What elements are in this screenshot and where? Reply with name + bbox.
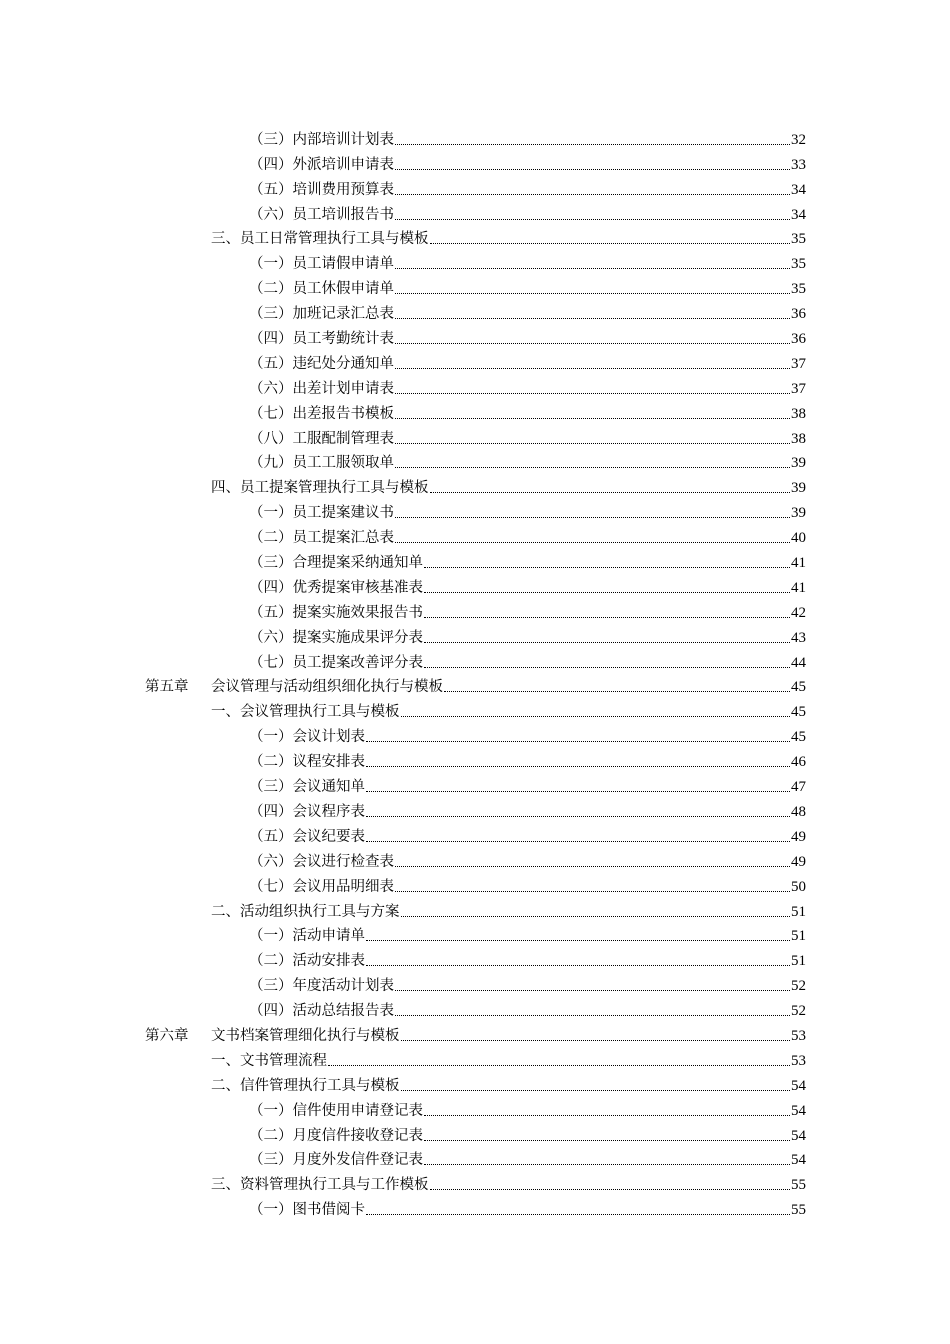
toc-page-number: 52 (791, 1003, 806, 1020)
toc-entry-title: （四）员工考勤统计表 (249, 331, 394, 348)
toc-entry-row (249, 405, 950, 423)
toc-dot-leader (366, 766, 790, 767)
toc-page-number: 35 (791, 256, 806, 273)
toc-entry-row (249, 1201, 950, 1219)
toc-entry-row (211, 903, 950, 921)
toc-page-number: 47 (791, 779, 806, 796)
toc-dot-leader (444, 691, 790, 692)
toc-entry-title: （七）会议用品明细表 (249, 878, 394, 895)
toc-entry-row (249, 728, 950, 746)
toc-entry-row (249, 430, 950, 448)
toc-subsection-entry[interactable] (0, 124, 950, 149)
toc-entry-row (249, 977, 950, 995)
toc-entry-title: （六）会议进行检查表 (249, 853, 394, 870)
toc-dot-leader (366, 940, 790, 941)
toc-page-number: 45 (791, 704, 806, 721)
toc-subsection-entry[interactable] (0, 1145, 950, 1170)
toc-page-number: 33 (791, 156, 806, 173)
toc-chapter-entry[interactable] (0, 1020, 950, 1045)
toc-entry-title: （一）员工请假申请单 (249, 256, 394, 273)
toc-dot-leader (395, 268, 790, 269)
toc-entry-title: （三）年度活动计划表 (249, 978, 394, 995)
toc-entry-row (249, 1002, 950, 1020)
toc-chapter-label: 第六章 (145, 1027, 189, 1044)
toc-section-entry[interactable] (0, 1169, 950, 1194)
toc-subsection-entry[interactable] (0, 1095, 950, 1120)
toc-dot-leader (424, 1164, 790, 1165)
toc-section-entry[interactable] (0, 696, 950, 721)
toc-section-entry[interactable] (0, 1070, 950, 1095)
toc-subsection-entry[interactable] (0, 423, 950, 448)
toc-entry-row (249, 629, 950, 647)
toc-dot-leader (395, 891, 790, 892)
toc-page-number: 38 (791, 405, 806, 422)
toc-chapter-entry[interactable] (0, 672, 950, 697)
toc-page-number: 41 (791, 555, 806, 572)
toc-entry-title: （七）出差报告书模板 (249, 405, 394, 422)
toc-subsection-entry[interactable] (0, 871, 950, 896)
toc-entry-title: 会议管理与活动组织细化执行与模板 (211, 679, 443, 696)
toc-subsection-entry[interactable] (0, 945, 950, 970)
toc-entry-row (249, 803, 950, 821)
toc-dot-leader (328, 1065, 790, 1066)
toc-entry-row (211, 1077, 950, 1095)
toc-subsection-entry[interactable] (0, 597, 950, 622)
toc-subsection-entry[interactable] (0, 373, 950, 398)
toc-entry-row (249, 181, 950, 199)
toc-dot-leader (395, 517, 790, 518)
toc-page-number: 46 (791, 754, 806, 771)
toc-dot-leader (395, 219, 790, 220)
toc-entry-row (249, 305, 950, 323)
toc-dot-leader (366, 841, 790, 842)
toc-entry-row (249, 1127, 950, 1145)
toc-dot-leader (430, 492, 791, 493)
toc-section-entry[interactable] (0, 472, 950, 497)
toc-entry-row (249, 952, 950, 970)
toc-entry-title: （六）员工培训报告书 (249, 206, 394, 223)
toc-dot-leader (424, 667, 790, 668)
toc-entry-title: （二）员工休假申请单 (249, 281, 394, 298)
toc-entry-row (249, 131, 950, 149)
toc-page-number: 34 (791, 206, 806, 223)
toc-subsection-entry[interactable] (0, 547, 950, 572)
toc-subsection-entry[interactable] (0, 746, 950, 771)
toc-subsection-entry[interactable] (0, 323, 950, 348)
toc-dot-leader (424, 1115, 790, 1116)
toc-dot-leader (395, 418, 790, 419)
toc-dot-leader (395, 393, 790, 394)
toc-subsection-entry[interactable] (0, 199, 950, 224)
toc-subsection-entry[interactable] (0, 398, 950, 423)
toc-entry-row (249, 355, 950, 373)
toc-entry-row (211, 1052, 950, 1070)
toc-entry-row (249, 554, 950, 572)
toc-dot-leader (395, 194, 790, 195)
toc-page-number: 36 (791, 306, 806, 323)
toc-dot-leader (395, 467, 790, 468)
toc-subsection-entry[interactable] (0, 497, 950, 522)
toc-page-number: 51 (791, 953, 806, 970)
toc-entry-title: 二、信件管理执行工具与模板 (211, 1077, 400, 1094)
toc-entry-title: （三）合理提案采纳通知单 (249, 555, 423, 572)
toc-entry-row (211, 230, 950, 248)
toc-entry-row (249, 504, 950, 522)
toc-entry-row (249, 753, 950, 771)
toc-page-number: 34 (791, 181, 806, 198)
toc-entry-title: （二）议程安排表 (249, 754, 365, 771)
toc-dot-leader (424, 617, 790, 618)
toc-entry-row (211, 479, 950, 497)
toc-page-number: 42 (791, 604, 806, 621)
toc-dot-leader (395, 169, 790, 170)
toc-entry-row (249, 654, 950, 672)
toc-entry-title: （四）活动总结报告表 (249, 1003, 394, 1020)
toc-dot-leader (395, 542, 790, 543)
toc-entry-row (145, 1027, 950, 1045)
toc-entry-row (249, 529, 950, 547)
toc-page-number: 53 (791, 1052, 806, 1069)
toc-entry-row (249, 330, 950, 348)
toc-dot-leader (424, 567, 790, 568)
toc-entry-title: （九）员工工服领取单 (249, 455, 394, 472)
toc-page-number: 45 (791, 729, 806, 746)
toc-entry-title: （五）培训费用预算表 (249, 181, 394, 198)
toc-page-number: 39 (791, 505, 806, 522)
toc-entry-title: 二、活动组织执行工具与方案 (211, 903, 400, 920)
toc-dot-leader (401, 716, 791, 717)
toc-subsection-entry[interactable] (0, 771, 950, 796)
toc-page-number: 55 (791, 1177, 806, 1194)
toc-entry-title: （二）员工提案汇总表 (249, 530, 394, 547)
toc-entry-title: （三）加班记录汇总表 (249, 306, 394, 323)
toc-page-number: 54 (791, 1077, 806, 1094)
toc-dot-leader (395, 343, 790, 344)
toc-subsection-entry[interactable] (0, 721, 950, 746)
toc-entry-row (249, 280, 950, 298)
toc-page-number: 49 (791, 828, 806, 845)
toc-dot-leader (424, 642, 790, 643)
table-of-contents (0, 124, 950, 1219)
toc-dot-leader (395, 144, 790, 145)
toc-page-number: 44 (791, 654, 806, 671)
toc-entry-title: 文书档案管理细化执行与模板 (211, 1027, 400, 1044)
toc-subsection-entry[interactable] (0, 273, 950, 298)
toc-entry-title: （一）会议计划表 (249, 729, 365, 746)
toc-subsection-entry[interactable] (0, 970, 950, 995)
toc-dot-leader (395, 443, 790, 444)
toc-page-number: 53 (791, 1027, 806, 1044)
toc-page-number: 51 (791, 903, 806, 920)
toc-page-number: 39 (791, 455, 806, 472)
toc-entry-title: （三）会议通知单 (249, 779, 365, 796)
toc-dot-leader (366, 1214, 790, 1215)
toc-entry-title: （二）月度信件接收登记表 (249, 1127, 423, 1144)
toc-subsection-entry[interactable] (0, 796, 950, 821)
toc-page-number: 35 (791, 231, 806, 248)
toc-page-number: 41 (791, 579, 806, 596)
toc-page-number: 48 (791, 803, 806, 820)
toc-dot-leader (395, 293, 790, 294)
toc-entry-title: （一）图书借阅卡 (249, 1202, 365, 1219)
toc-section-entry[interactable] (0, 224, 950, 249)
toc-entry-row (249, 156, 950, 174)
toc-subsection-entry[interactable] (0, 846, 950, 871)
toc-entry-row (249, 828, 950, 846)
toc-entry-title: （一）活动申请单 (249, 928, 365, 945)
toc-subsection-entry[interactable] (0, 821, 950, 846)
toc-dot-leader (430, 243, 791, 244)
toc-dot-leader (366, 791, 790, 792)
toc-page-number: 55 (791, 1202, 806, 1219)
toc-dot-leader (366, 741, 790, 742)
toc-subsection-entry[interactable] (0, 1120, 950, 1145)
toc-dot-leader (395, 1015, 790, 1016)
toc-entry-title: （五）提案实施效果报告书 (249, 604, 423, 621)
toc-entry-row (249, 1102, 950, 1120)
toc-page-number: 43 (791, 629, 806, 646)
toc-page-number: 49 (791, 853, 806, 870)
toc-entry-title: （四）会议程序表 (249, 803, 365, 820)
toc-page-number: 45 (791, 679, 806, 696)
toc-page-number: 51 (791, 928, 806, 945)
toc-page-number: 54 (791, 1102, 806, 1119)
toc-dot-leader (395, 990, 790, 991)
toc-page-number: 40 (791, 530, 806, 547)
toc-entry-title: 四、员工提案管理执行工具与模板 (211, 480, 429, 497)
toc-page-number: 37 (791, 355, 806, 372)
toc-dot-leader (424, 592, 790, 593)
toc-dot-leader (366, 965, 790, 966)
toc-subsection-entry[interactable] (0, 298, 950, 323)
toc-entry-title: （六）提案实施成果评分表 (249, 629, 423, 646)
toc-dot-leader (401, 1040, 791, 1041)
toc-entry-title: 三、员工日常管理执行工具与模板 (211, 231, 429, 248)
toc-subsection-entry[interactable] (0, 149, 950, 174)
toc-section-entry[interactable] (0, 1045, 950, 1070)
toc-entry-row (249, 878, 950, 896)
toc-entry-row (249, 778, 950, 796)
toc-entry-title: （七）员工提案改善评分表 (249, 654, 423, 671)
toc-entry-row (211, 1176, 950, 1194)
toc-dot-leader (366, 816, 790, 817)
toc-page-number: 54 (791, 1152, 806, 1169)
toc-subsection-entry[interactable] (0, 572, 950, 597)
toc-page-number: 32 (791, 131, 806, 148)
toc-entry-title: （五）会议纪要表 (249, 828, 365, 845)
toc-entry-title: （一）员工提案建议书 (249, 505, 394, 522)
toc-section-entry[interactable] (0, 896, 950, 921)
toc-entry-row (249, 604, 950, 622)
toc-entry-row (249, 255, 950, 273)
toc-chapter-label: 第五章 (145, 679, 189, 696)
toc-page-number: 52 (791, 978, 806, 995)
toc-entry-title: 三、资料管理执行工具与工作模板 (211, 1177, 429, 1194)
toc-entry-title: （五）违纪处分通知单 (249, 355, 394, 372)
toc-dot-leader (395, 368, 790, 369)
toc-entry-row (211, 703, 950, 721)
toc-subsection-entry[interactable] (0, 647, 950, 672)
toc-entry-title: 一、会议管理执行工具与模板 (211, 704, 400, 721)
toc-entry-title: 一、文书管理流程 (211, 1052, 327, 1069)
toc-entry-title: （八）工服配制管理表 (249, 430, 394, 447)
toc-entry-row (249, 579, 950, 597)
toc-subsection-entry[interactable] (0, 921, 950, 946)
toc-page-number: 36 (791, 331, 806, 348)
toc-page-number: 35 (791, 281, 806, 298)
toc-entry-title: （二）活动安排表 (249, 953, 365, 970)
toc-entry-title: （三）月度外发信件登记表 (249, 1152, 423, 1169)
toc-subsection-entry[interactable] (0, 174, 950, 199)
toc-entry-title: （四）优秀提案审核基准表 (249, 579, 423, 596)
toc-subsection-entry[interactable] (0, 522, 950, 547)
toc-dot-leader (395, 318, 790, 319)
toc-subsection-entry[interactable] (0, 248, 950, 273)
toc-subsection-entry[interactable] (0, 448, 950, 473)
toc-entry-title: （三）内部培训计划表 (249, 131, 394, 148)
toc-entry-row (249, 853, 950, 871)
toc-entry-row (249, 380, 950, 398)
toc-subsection-entry[interactable] (0, 1194, 950, 1219)
toc-subsection-entry[interactable] (0, 995, 950, 1020)
toc-dot-leader (401, 1090, 791, 1091)
toc-page-number: 54 (791, 1127, 806, 1144)
toc-entry-row (145, 678, 950, 696)
toc-page-number: 39 (791, 480, 806, 497)
toc-dot-leader (424, 1140, 790, 1141)
toc-entry-title: （六）出差计划申请表 (249, 380, 394, 397)
toc-page-number: 50 (791, 878, 806, 895)
toc-subsection-entry[interactable] (0, 622, 950, 647)
toc-dot-leader (395, 866, 790, 867)
toc-entry-row (249, 927, 950, 945)
toc-entry-row (249, 206, 950, 224)
toc-subsection-entry[interactable] (0, 348, 950, 373)
toc-page-number: 37 (791, 380, 806, 397)
toc-entry-title: （一）信件使用申请登记表 (249, 1102, 423, 1119)
toc-page-number: 38 (791, 430, 806, 447)
toc-dot-leader (430, 1189, 791, 1190)
toc-entry-title: （四）外派培训申请表 (249, 156, 394, 173)
toc-entry-row (249, 1151, 950, 1169)
toc-dot-leader (401, 916, 791, 917)
toc-entry-row (249, 454, 950, 472)
